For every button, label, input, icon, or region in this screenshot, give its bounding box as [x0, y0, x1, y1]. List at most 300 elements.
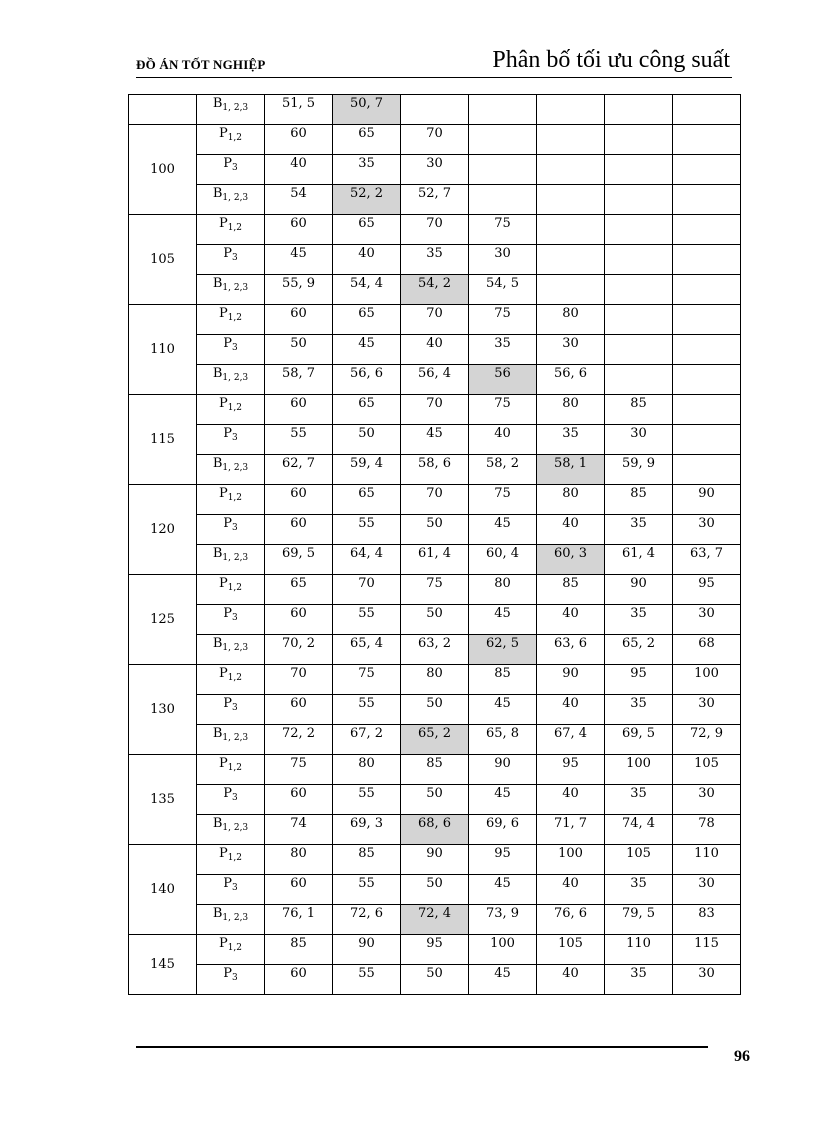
table-row — [129, 425, 741, 455]
value-cell: 60 — [265, 875, 333, 905]
value-cell: 60 — [265, 965, 333, 995]
value-cell: 64, 4 — [333, 545, 401, 575]
value-cell — [673, 275, 741, 305]
value-cell — [537, 185, 605, 215]
table-row — [129, 725, 741, 755]
value-cell: 85 — [333, 845, 401, 875]
value-cell: 70 — [265, 665, 333, 695]
value-cell: 35 — [605, 875, 673, 905]
value-cell: 60 — [265, 515, 333, 545]
footer-rule — [136, 1046, 708, 1048]
value-cell: 85 — [605, 395, 673, 425]
value-cell: 90 — [401, 845, 469, 875]
value-cell — [673, 155, 741, 185]
value-cell: 40 — [537, 785, 605, 815]
value-cell — [605, 245, 673, 275]
row-label-subscript: 1,2 — [227, 583, 243, 593]
value-cell: 63, 6 — [537, 635, 605, 665]
value-cell — [605, 125, 673, 155]
value-cell — [673, 245, 741, 275]
value-cell — [537, 215, 605, 245]
value-cell: 45 — [333, 335, 401, 365]
value-cell: 62, 7 — [265, 455, 333, 485]
row-label-subscript: 1, 2,3 — [222, 733, 249, 743]
table-row — [129, 935, 741, 965]
value-cell: 61, 4 — [605, 545, 673, 575]
row-label-subscript: 3 — [232, 433, 238, 443]
value-cell: 60 — [265, 485, 333, 515]
value-cell: 100 — [469, 935, 537, 965]
value-cell: 52, 2 — [333, 185, 401, 215]
value-cell: 30 — [673, 965, 741, 995]
value-cell: 40 — [537, 695, 605, 725]
value-cell: 60 — [265, 695, 333, 725]
row-label-subscript: 1,2 — [227, 313, 243, 323]
value-cell — [469, 125, 537, 155]
row-label-p12 — [197, 125, 265, 155]
value-cell — [605, 155, 673, 185]
value-cell: 65 — [333, 125, 401, 155]
value-cell: 80 — [265, 845, 333, 875]
row-label-base: B — [212, 366, 223, 381]
row-label-p12 — [197, 755, 265, 785]
row-label-base: P — [223, 786, 232, 801]
value-cell — [469, 155, 537, 185]
table-row — [129, 635, 741, 665]
value-cell: 40 — [537, 875, 605, 905]
value-cell: 115 — [673, 935, 741, 965]
value-cell: 55 — [333, 965, 401, 995]
value-cell: 56, 6 — [333, 365, 401, 395]
row-label-base: B — [212, 906, 223, 921]
value-cell: 74 — [265, 815, 333, 845]
table-row — [129, 155, 741, 185]
value-cell: 58, 7 — [265, 365, 333, 395]
value-cell: 50, 7 — [333, 95, 401, 125]
row-label-subscript: 3 — [232, 883, 238, 893]
row-label-base: B — [212, 816, 223, 831]
value-cell: 80 — [537, 395, 605, 425]
table-row — [129, 185, 741, 215]
value-cell: 40 — [265, 155, 333, 185]
row-label-p12 — [197, 395, 265, 425]
value-cell: 40 — [537, 605, 605, 635]
value-cell: 65, 2 — [605, 635, 673, 665]
value-cell: 55 — [333, 515, 401, 545]
value-cell — [605, 365, 673, 395]
value-cell: 35 — [605, 695, 673, 725]
value-cell: 69, 5 — [605, 725, 673, 755]
value-cell: 60 — [265, 125, 333, 155]
value-cell: 54 — [265, 185, 333, 215]
table-row — [129, 365, 741, 395]
row-label-subscript: 1,2 — [227, 133, 243, 143]
row-label-p12 — [197, 845, 265, 875]
value-cell — [401, 95, 469, 125]
value-cell — [469, 185, 537, 215]
value-cell: 75 — [265, 755, 333, 785]
value-cell: 90 — [333, 935, 401, 965]
value-cell: 59, 9 — [605, 455, 673, 485]
table-row — [129, 575, 741, 605]
value-cell: 100 — [673, 665, 741, 695]
value-cell: 68, 6 — [401, 815, 469, 845]
value-cell: 70 — [401, 305, 469, 335]
row-label-p3 — [197, 965, 265, 995]
row-label-base: B — [212, 456, 223, 471]
value-cell: 65, 4 — [333, 635, 401, 665]
row-label-subscript: 1, 2,3 — [222, 913, 249, 923]
value-cell: 60 — [265, 305, 333, 335]
value-cell: 55 — [333, 875, 401, 905]
row-label-subscript: 1,2 — [227, 853, 243, 863]
value-cell: 85 — [469, 665, 537, 695]
row-label-base: B — [212, 276, 223, 291]
value-cell: 59, 4 — [333, 455, 401, 485]
value-cell: 70 — [401, 125, 469, 155]
row-label-subscript: 1, 2,3 — [222, 823, 249, 833]
value-cell: 63, 2 — [401, 635, 469, 665]
value-cell: 90 — [673, 485, 741, 515]
value-cell — [469, 95, 537, 125]
row-label-p12 — [197, 485, 265, 515]
value-cell: 55 — [333, 605, 401, 635]
value-cell: 62, 5 — [469, 635, 537, 665]
value-cell: 75 — [469, 485, 537, 515]
value-cell: 72, 2 — [265, 725, 333, 755]
row-label-b123 — [197, 95, 265, 125]
value-cell: 69, 3 — [333, 815, 401, 845]
header-left-title: ĐỒ ÁN TỐT NGHIỆP — [136, 57, 266, 72]
value-cell: 35 — [333, 155, 401, 185]
row-label-base: B — [212, 546, 223, 561]
value-cell: 35 — [605, 605, 673, 635]
value-cell: 56, 6 — [537, 365, 605, 395]
value-cell: 75 — [469, 215, 537, 245]
value-cell — [605, 95, 673, 125]
value-cell: 90 — [469, 755, 537, 785]
value-cell: 69, 5 — [265, 545, 333, 575]
row-label-base: B — [212, 726, 223, 741]
value-cell: 50 — [401, 965, 469, 995]
row-label-subscript: 3 — [232, 703, 238, 713]
load-cell: 145 — [129, 935, 197, 995]
value-cell — [673, 185, 741, 215]
row-label-subscript: 1, 2,3 — [222, 553, 249, 563]
row-label-subscript: 1,2 — [227, 403, 243, 413]
value-cell: 76, 6 — [537, 905, 605, 935]
row-label-subscript: 1, 2,3 — [222, 283, 249, 293]
value-cell: 69, 6 — [469, 815, 537, 845]
table-row — [129, 95, 741, 125]
value-cell: 72, 9 — [673, 725, 741, 755]
value-cell: 50 — [401, 875, 469, 905]
value-cell: 50 — [265, 335, 333, 365]
row-label-subscript: 3 — [232, 793, 238, 803]
value-cell: 65 — [333, 305, 401, 335]
value-cell: 50 — [401, 695, 469, 725]
value-cell: 80 — [401, 665, 469, 695]
value-cell: 45 — [469, 785, 537, 815]
row-label-p3 — [197, 515, 265, 545]
value-cell: 71, 7 — [537, 815, 605, 845]
row-label-p12 — [197, 935, 265, 965]
table-row — [129, 545, 741, 575]
row-label-b123 — [197, 815, 265, 845]
value-cell: 40 — [469, 425, 537, 455]
row-label-subscript: 3 — [232, 253, 238, 263]
table-row — [129, 755, 741, 785]
row-label-b123 — [197, 545, 265, 575]
power-distribution-table — [128, 94, 741, 995]
row-label-subscript: 3 — [232, 613, 238, 623]
value-cell — [673, 365, 741, 395]
value-cell: 73, 9 — [469, 905, 537, 935]
value-cell: 35 — [537, 425, 605, 455]
row-label-p3 — [197, 245, 265, 275]
value-cell: 30 — [673, 875, 741, 905]
value-cell: 52, 7 — [401, 185, 469, 215]
header-rule — [136, 77, 732, 78]
value-cell: 110 — [605, 935, 673, 965]
value-cell: 80 — [537, 485, 605, 515]
row-label-p3 — [197, 335, 265, 365]
table-row — [129, 485, 741, 515]
row-label-p12 — [197, 575, 265, 605]
row-label-subscript: 1,2 — [227, 673, 243, 683]
value-cell: 75 — [469, 305, 537, 335]
row-label-b123 — [197, 185, 265, 215]
value-cell: 60 — [265, 395, 333, 425]
table-row — [129, 455, 741, 485]
row-label-subscript: 3 — [232, 163, 238, 173]
value-cell: 95 — [673, 575, 741, 605]
value-cell: 70 — [401, 395, 469, 425]
value-cell: 45 — [469, 875, 537, 905]
table-row — [129, 125, 741, 155]
row-label-base: P — [223, 516, 232, 531]
row-label-subscript: 1, 2,3 — [222, 643, 249, 653]
value-cell: 65 — [265, 575, 333, 605]
row-label-base: P — [218, 306, 228, 321]
row-label-base: B — [212, 186, 223, 201]
value-cell — [673, 125, 741, 155]
row-label-base: P — [223, 336, 232, 351]
value-cell: 30 — [605, 425, 673, 455]
value-cell: 100 — [537, 845, 605, 875]
value-cell: 60 — [265, 215, 333, 245]
value-cell — [673, 425, 741, 455]
value-cell: 35 — [605, 515, 673, 545]
value-cell: 51, 5 — [265, 95, 333, 125]
table-row — [129, 275, 741, 305]
value-cell: 110 — [673, 845, 741, 875]
load-cell: 100 — [129, 125, 197, 215]
value-cell: 100 — [605, 755, 673, 785]
value-cell: 30 — [673, 605, 741, 635]
row-label-base: P — [218, 486, 228, 501]
row-label-p12 — [197, 215, 265, 245]
table-row — [129, 215, 741, 245]
value-cell: 60, 3 — [537, 545, 605, 575]
value-cell: 30 — [401, 155, 469, 185]
table-row — [129, 245, 741, 275]
table-row — [129, 905, 741, 935]
row-label-p3 — [197, 155, 265, 185]
value-cell: 45 — [469, 695, 537, 725]
value-cell — [673, 335, 741, 365]
table-row — [129, 815, 741, 845]
value-cell: 70 — [401, 215, 469, 245]
row-label-p12 — [197, 665, 265, 695]
value-cell — [673, 305, 741, 335]
row-label-p12 — [197, 305, 265, 335]
load-cell: 115 — [129, 395, 197, 485]
row-label-b123 — [197, 725, 265, 755]
row-label-b123 — [197, 905, 265, 935]
value-cell — [605, 305, 673, 335]
row-label-base: P — [223, 876, 232, 891]
page-number: 96 — [734, 1048, 750, 1065]
value-cell: 95 — [401, 935, 469, 965]
row-label-base: P — [218, 216, 228, 231]
value-cell: 67, 4 — [537, 725, 605, 755]
value-cell: 83 — [673, 905, 741, 935]
table-row — [129, 515, 741, 545]
value-cell — [673, 95, 741, 125]
value-cell: 45 — [469, 605, 537, 635]
value-cell: 75 — [333, 665, 401, 695]
value-cell — [537, 125, 605, 155]
row-label-subscript: 3 — [232, 973, 238, 983]
row-label-base: P — [218, 126, 228, 141]
value-cell: 60, 4 — [469, 545, 537, 575]
value-cell: 35 — [401, 245, 469, 275]
row-label-subscript: 1,2 — [227, 763, 243, 773]
row-label-base: P — [218, 396, 228, 411]
row-label-b123 — [197, 455, 265, 485]
row-label-base: P — [223, 426, 232, 441]
value-cell: 74, 4 — [605, 815, 673, 845]
row-label-subscript: 1,2 — [227, 943, 243, 953]
row-label-subscript: 3 — [232, 343, 238, 353]
row-label-p3 — [197, 425, 265, 455]
value-cell: 35 — [605, 965, 673, 995]
value-cell: 70 — [401, 485, 469, 515]
value-cell: 76, 1 — [265, 905, 333, 935]
value-cell: 58, 6 — [401, 455, 469, 485]
value-cell: 95 — [605, 665, 673, 695]
value-cell: 95 — [469, 845, 537, 875]
value-cell: 75 — [401, 575, 469, 605]
row-label-base: P — [218, 936, 228, 951]
value-cell: 35 — [469, 335, 537, 365]
row-label-b123 — [197, 635, 265, 665]
value-cell: 55 — [265, 425, 333, 455]
value-cell: 56 — [469, 365, 537, 395]
row-label-subscript: 1, 2,3 — [222, 103, 249, 113]
value-cell — [673, 455, 741, 485]
row-label-base: P — [223, 156, 232, 171]
value-cell — [605, 335, 673, 365]
value-cell: 70, 2 — [265, 635, 333, 665]
load-cell: 130 — [129, 665, 197, 755]
value-cell: 50 — [401, 605, 469, 635]
value-cell: 75 — [469, 395, 537, 425]
row-label-base: P — [218, 576, 228, 591]
row-label-subscript: 1, 2,3 — [222, 193, 249, 203]
value-cell: 68 — [673, 635, 741, 665]
value-cell — [673, 215, 741, 245]
value-cell: 61, 4 — [401, 545, 469, 575]
load-cell: 140 — [129, 845, 197, 935]
table-row — [129, 875, 741, 905]
row-label-p3 — [197, 875, 265, 905]
value-cell: 40 — [401, 335, 469, 365]
row-label-base: P — [223, 246, 232, 261]
row-label-p3 — [197, 785, 265, 815]
load-cell: 120 — [129, 485, 197, 575]
value-cell: 80 — [469, 575, 537, 605]
value-cell: 30 — [469, 245, 537, 275]
table-row — [129, 395, 741, 425]
row-label-subscript: 1, 2,3 — [222, 463, 249, 473]
row-label-subscript: 1, 2,3 — [222, 373, 249, 383]
value-cell — [537, 275, 605, 305]
value-cell: 95 — [537, 755, 605, 785]
row-label-p3 — [197, 605, 265, 635]
table-row — [129, 845, 741, 875]
row-label-base: P — [218, 846, 228, 861]
value-cell: 85 — [265, 935, 333, 965]
table-row — [129, 665, 741, 695]
value-cell: 54, 5 — [469, 275, 537, 305]
value-cell — [605, 215, 673, 245]
load-cell: 110 — [129, 305, 197, 395]
value-cell: 79, 5 — [605, 905, 673, 935]
table-row — [129, 335, 741, 365]
load-cell — [129, 95, 197, 125]
value-cell: 30 — [537, 335, 605, 365]
table-row — [129, 605, 741, 635]
row-label-base: P — [223, 966, 232, 981]
table-row — [129, 785, 741, 815]
row-label-subscript: 3 — [232, 523, 238, 533]
header-right-title: Phân bố tối ưu công suất — [492, 47, 730, 73]
value-cell: 35 — [605, 785, 673, 815]
load-cell: 125 — [129, 575, 197, 665]
value-cell — [605, 185, 673, 215]
value-cell: 45 — [265, 245, 333, 275]
row-label-base: P — [223, 696, 232, 711]
value-cell: 90 — [605, 575, 673, 605]
load-cell: 105 — [129, 215, 197, 305]
value-cell: 63, 7 — [673, 545, 741, 575]
row-label-base: P — [218, 756, 228, 771]
load-cell: 135 — [129, 755, 197, 845]
table-row — [129, 965, 741, 995]
row-label-subscript: 1,2 — [227, 493, 243, 503]
value-cell: 90 — [537, 665, 605, 695]
value-cell: 40 — [537, 515, 605, 545]
value-cell: 105 — [537, 935, 605, 965]
value-cell: 80 — [333, 755, 401, 785]
value-cell: 54, 2 — [401, 275, 469, 305]
value-cell — [537, 95, 605, 125]
value-cell: 55, 9 — [265, 275, 333, 305]
value-cell: 40 — [537, 965, 605, 995]
value-cell: 55 — [333, 695, 401, 725]
